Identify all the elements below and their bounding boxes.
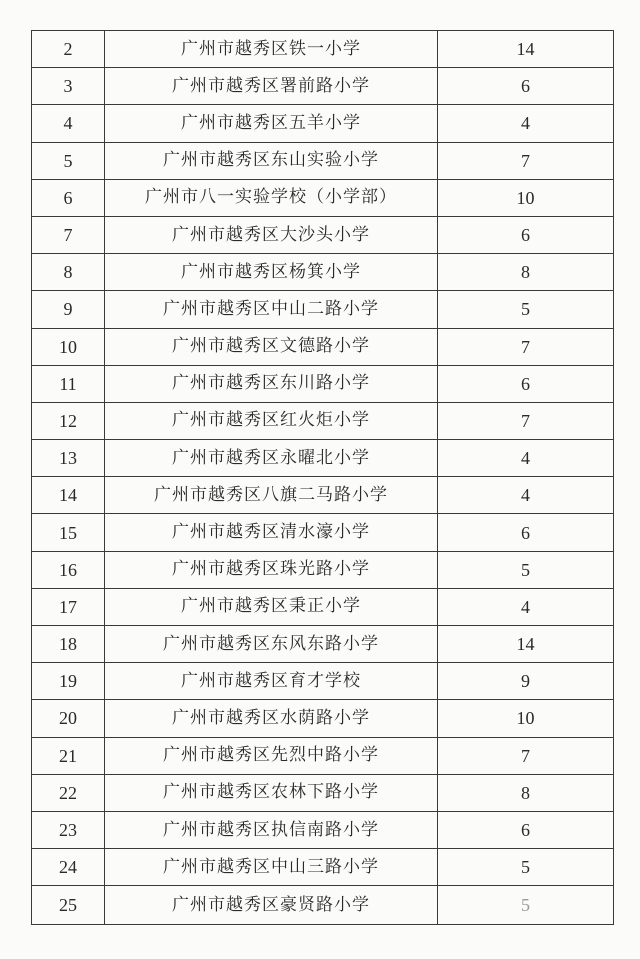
table-row bbox=[32, 700, 614, 737]
quota-count: 6 bbox=[438, 68, 614, 105]
quota-count: 4 bbox=[438, 477, 614, 514]
row-number: 5 bbox=[32, 142, 105, 179]
table-row bbox=[32, 663, 614, 700]
table-row bbox=[32, 551, 614, 588]
table-row bbox=[32, 811, 614, 848]
table-row bbox=[32, 365, 614, 402]
school-name: 广州市八一实验学校（小学部） bbox=[105, 179, 438, 216]
school-name: 广州市越秀区执信南路小学 bbox=[105, 811, 438, 848]
quota-count: 4 bbox=[438, 105, 614, 142]
row-number: 25 bbox=[32, 886, 105, 925]
quota-count: 10 bbox=[438, 179, 614, 216]
school-name: 广州市越秀区东山实验小学 bbox=[105, 142, 438, 179]
table-row bbox=[32, 514, 614, 551]
row-number: 13 bbox=[32, 440, 105, 477]
quota-count: 10 bbox=[438, 700, 614, 737]
quota-count: 7 bbox=[438, 737, 614, 774]
row-number: 12 bbox=[32, 402, 105, 439]
quota-count: 6 bbox=[438, 365, 614, 402]
row-number: 14 bbox=[32, 477, 105, 514]
school-quota-table bbox=[31, 30, 614, 925]
table-row bbox=[32, 179, 614, 216]
quota-count: 6 bbox=[438, 216, 614, 253]
table-row bbox=[32, 849, 614, 886]
table-row bbox=[32, 588, 614, 625]
table-row bbox=[32, 886, 614, 925]
school-name: 广州市越秀区水荫路小学 bbox=[105, 700, 438, 737]
quota-count: 7 bbox=[438, 402, 614, 439]
row-number: 6 bbox=[32, 179, 105, 216]
row-number: 16 bbox=[32, 551, 105, 588]
school-name: 广州市越秀区农林下路小学 bbox=[105, 774, 438, 811]
row-number: 9 bbox=[32, 291, 105, 328]
quota-count: 7 bbox=[438, 142, 614, 179]
table-row bbox=[32, 774, 614, 811]
school-name: 广州市越秀区中山二路小学 bbox=[105, 291, 438, 328]
table-row bbox=[32, 105, 614, 142]
school-name: 广州市越秀区秉正小学 bbox=[105, 588, 438, 625]
school-name: 广州市越秀区清水濠小学 bbox=[105, 514, 438, 551]
row-number: 10 bbox=[32, 328, 105, 365]
table-row bbox=[32, 142, 614, 179]
school-name: 广州市越秀区八旗二马路小学 bbox=[105, 477, 438, 514]
school-name: 广州市越秀区署前路小学 bbox=[105, 68, 438, 105]
school-name: 广州市越秀区东风东路小学 bbox=[105, 626, 438, 663]
school-name: 广州市越秀区中山三路小学 bbox=[105, 849, 438, 886]
row-number: 7 bbox=[32, 216, 105, 253]
quota-count: 4 bbox=[438, 440, 614, 477]
table-row bbox=[32, 328, 614, 365]
row-number: 17 bbox=[32, 588, 105, 625]
quota-count: 8 bbox=[438, 254, 614, 291]
table-row bbox=[32, 626, 614, 663]
row-number: 3 bbox=[32, 68, 105, 105]
quota-count: 6 bbox=[438, 514, 614, 551]
row-number: 2 bbox=[32, 31, 105, 68]
quota-count: 14 bbox=[438, 626, 614, 663]
row-number: 11 bbox=[32, 365, 105, 402]
table-row bbox=[32, 254, 614, 291]
school-name: 广州市越秀区杨箕小学 bbox=[105, 254, 438, 291]
table-row bbox=[32, 737, 614, 774]
quota-count: 9 bbox=[438, 663, 614, 700]
quota-count: 5 bbox=[438, 849, 614, 886]
row-number: 15 bbox=[32, 514, 105, 551]
school-name: 广州市越秀区先烈中路小学 bbox=[105, 737, 438, 774]
row-number: 18 bbox=[32, 626, 105, 663]
school-name: 广州市越秀区铁一小学 bbox=[105, 31, 438, 68]
table-row bbox=[32, 31, 614, 68]
row-number: 8 bbox=[32, 254, 105, 291]
row-number: 4 bbox=[32, 105, 105, 142]
row-number: 19 bbox=[32, 663, 105, 700]
table-row bbox=[32, 216, 614, 253]
school-name: 广州市越秀区永曜北小学 bbox=[105, 440, 438, 477]
school-name: 广州市越秀区东川路小学 bbox=[105, 365, 438, 402]
quota-count: 8 bbox=[438, 774, 614, 811]
quota-count: 7 bbox=[438, 328, 614, 365]
school-name: 广州市越秀区豪贤路小学 bbox=[105, 886, 438, 925]
table-row bbox=[32, 477, 614, 514]
quota-count: 6 bbox=[438, 811, 614, 848]
school-name: 广州市越秀区育才学校 bbox=[105, 663, 438, 700]
quota-count: 5 bbox=[438, 886, 614, 925]
row-number: 23 bbox=[32, 811, 105, 848]
school-name: 广州市越秀区珠光路小学 bbox=[105, 551, 438, 588]
table-row bbox=[32, 291, 614, 328]
row-number: 20 bbox=[32, 700, 105, 737]
school-name: 广州市越秀区文德路小学 bbox=[105, 328, 438, 365]
school-name: 广州市越秀区大沙头小学 bbox=[105, 216, 438, 253]
school-name: 广州市越秀区红火炬小学 bbox=[105, 402, 438, 439]
table-row bbox=[32, 402, 614, 439]
quota-count: 5 bbox=[438, 291, 614, 328]
quota-count: 4 bbox=[438, 588, 614, 625]
quota-count: 5 bbox=[438, 551, 614, 588]
row-number: 24 bbox=[32, 849, 105, 886]
row-number: 22 bbox=[32, 774, 105, 811]
quota-count: 14 bbox=[438, 31, 614, 68]
table-row bbox=[32, 440, 614, 477]
row-number: 21 bbox=[32, 737, 105, 774]
table-row bbox=[32, 68, 614, 105]
school-name: 广州市越秀区五羊小学 bbox=[105, 105, 438, 142]
